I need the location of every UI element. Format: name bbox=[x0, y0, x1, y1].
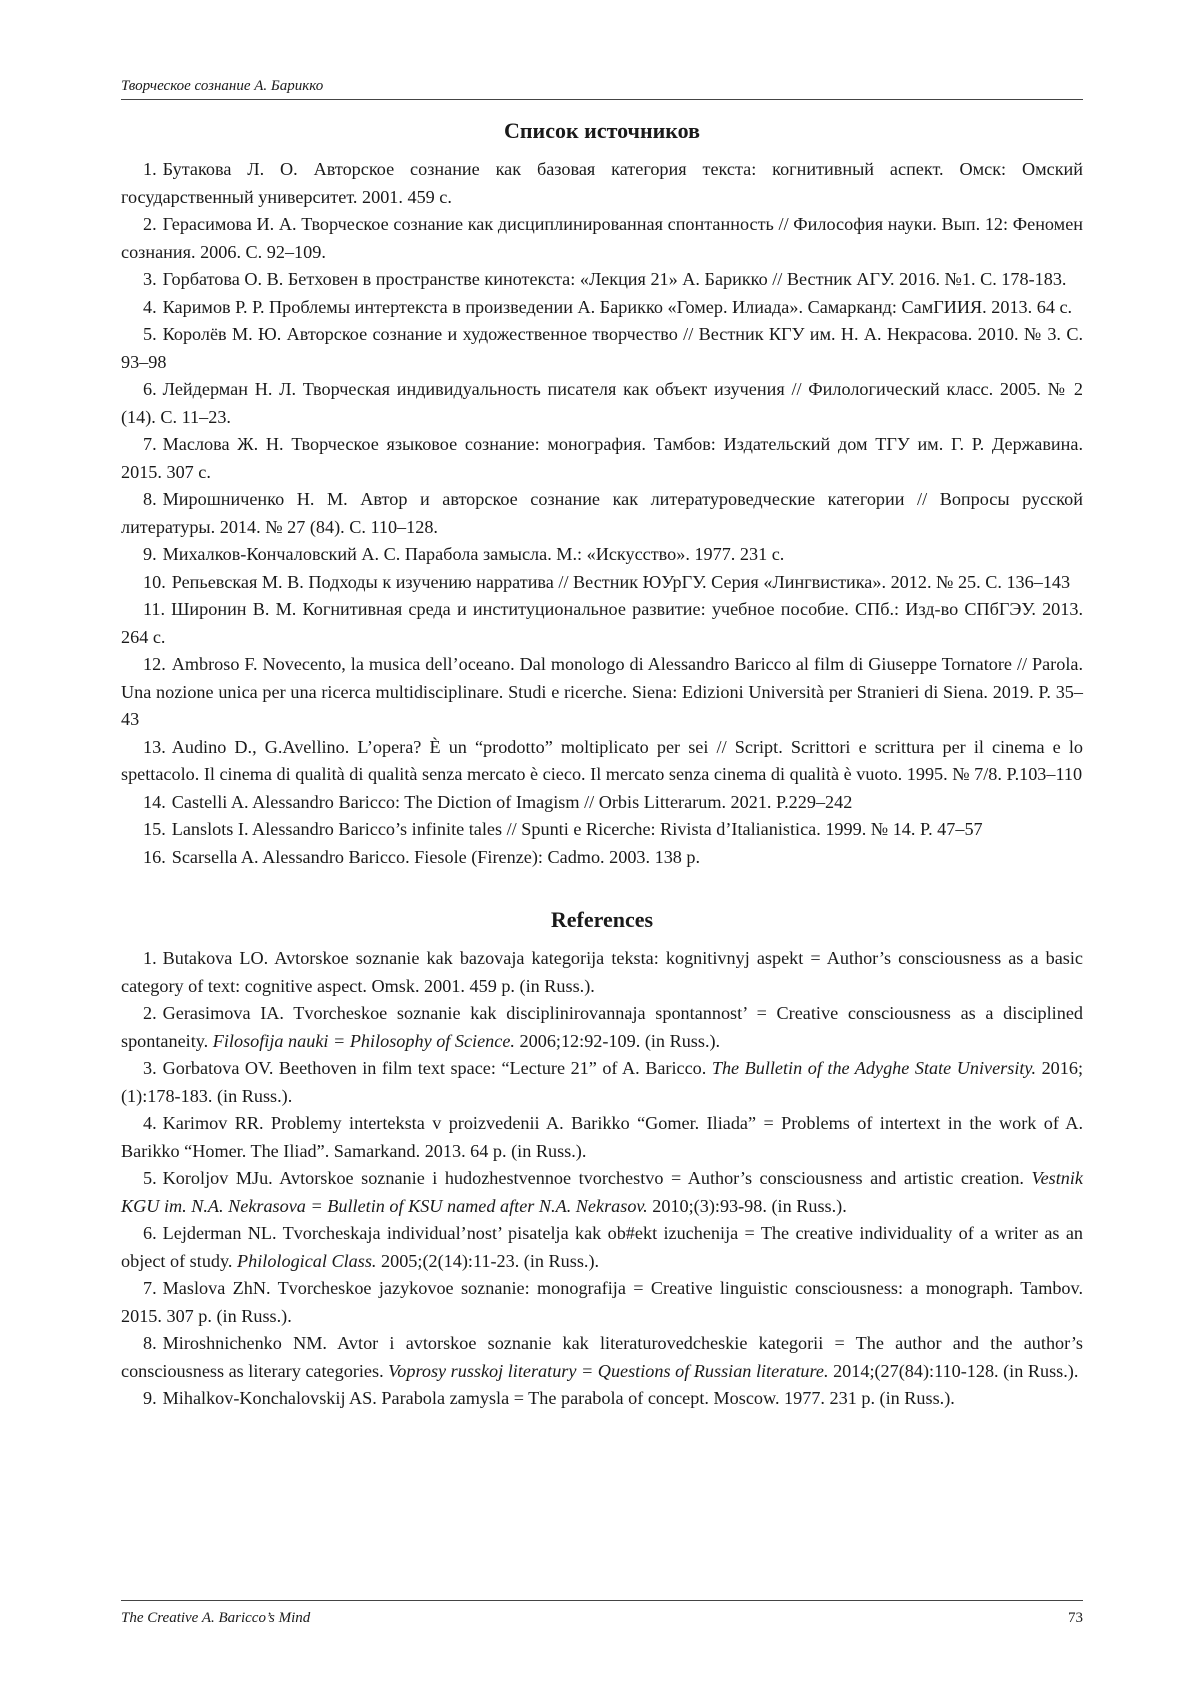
reference-number: 4. bbox=[143, 1113, 157, 1133]
reference-text: Karimov RR. Problemy interteksta v proizvedenii A. Barikko “Gomer. Iliada” = Problems of intertext in the work of A. Barikko “Homer. The Iliad”. Samarkand. 2013. 64 p. (in Russ.). bbox=[121, 1113, 1083, 1161]
reference-number: 14. bbox=[143, 791, 166, 812]
reference-text: Ambroso F. Novecento, la musica dell’oceano. Dal monologo di Alessandro Baricco al film di Giuseppe Tornatore // Parola. Una nozione unica per una ricerca multidisciplinare. Studi e ricerche. Siena: Edizioni Università per Stranieri di Siena. 2019. P. 35–43 bbox=[121, 654, 1083, 729]
reference-item bbox=[121, 1110, 1083, 1165]
reference-number: 7. bbox=[143, 1278, 157, 1298]
footer-title: The Creative A. Baricco’s Mind bbox=[121, 1610, 311, 1626]
reference-text: Lejderman NL. Tvorcheskaja individual’nost’ pisatelja kak ob#ekt izuchenija = The creative individuality of a writer as an object of study. bbox=[121, 1223, 1083, 1271]
reference-text: Михалков-Кончаловский А. С. Парабола замысла. М.: «Искусство». 1977. 231 с. bbox=[162, 544, 785, 564]
running-head: Творческое сознание А. Барикко bbox=[121, 78, 1083, 100]
journal-title: Filosofija nauki = Philosophy of Science. bbox=[212, 1030, 515, 1051]
ru-source-item bbox=[121, 431, 1083, 486]
reference-text: Lanslots I. Alessandro Baricco’s infinite tales // Spunti e Ricerche: Rivista d’Italianistica. 1999. № 14. P. 47–57 bbox=[171, 819, 983, 839]
ru-sources-list bbox=[121, 156, 1083, 871]
reference-item bbox=[121, 1385, 1083, 1413]
journal-title: Philological Class. bbox=[237, 1250, 377, 1271]
reference-number: 16. bbox=[143, 846, 166, 867]
reference-number: 2. bbox=[143, 1003, 157, 1023]
reference-text: Маслова Ж. Н. Творческое языковое сознание: монография. Тамбов: Издательский дом ТГУ им. Г. Р. Державина. 2015. 307 с. bbox=[121, 434, 1083, 482]
reference-item bbox=[121, 1165, 1083, 1220]
journal-title: The Bulletin of the Adyghe State University. bbox=[711, 1058, 1037, 1078]
reference-text: Koroljov MJu. Avtorskoe soznanie i hudozhestvennoe tvorchestvo = Author’s consciousness and artistic creation. bbox=[162, 1168, 1032, 1188]
reference-text: Gorbatova OV. Beethoven in film text space: “Lecture 21” of A. Baricco. bbox=[162, 1058, 712, 1078]
journal-title: Vestnik KGU im. N.A. Nekrasova = Bulletin of KSU named after N.A. Nekrasov. bbox=[121, 1168, 1083, 1216]
reference-number: 8. bbox=[143, 1333, 157, 1353]
reference-number: 6. bbox=[143, 1223, 157, 1243]
reference-number: 1. bbox=[143, 159, 157, 179]
reference-text: 2005;(2(14):11-23. (in Russ.). bbox=[376, 1250, 600, 1271]
reference-number: 13. bbox=[143, 736, 166, 757]
reference-text: Mihalkov-Konchalovskij AS. Parabola zamysla = The parabola of concept. Moscow. 1977. 231 p. (in Russ.). bbox=[162, 1388, 955, 1408]
ru-sources-heading: Список источников bbox=[503, 118, 701, 143]
ru-source-item bbox=[121, 541, 1083, 569]
ru-source-item bbox=[121, 211, 1083, 266]
reference-text: 2010;(3):93-98. (in Russ.). bbox=[647, 1195, 847, 1216]
reference-number: 3. bbox=[143, 1058, 157, 1078]
reference-number: 1. bbox=[143, 948, 157, 968]
ru-source-item bbox=[121, 789, 1083, 817]
reference-text: 2016;(1):178-183. (in Russ.). bbox=[121, 1058, 1083, 1106]
reference-number: 6. bbox=[143, 379, 157, 399]
reference-text: 2006;12:92-109. (in Russ.). bbox=[514, 1030, 721, 1051]
ru-source-item bbox=[121, 596, 1083, 651]
reference-number: 9. bbox=[143, 1388, 157, 1408]
reference-text: Бутакова Л. О. Авторское сознание как базовая категория текста: когнитивный аспект. Омск: Омский государственный университет. 2001. 459 с. bbox=[121, 159, 1083, 207]
ru-source-item bbox=[121, 651, 1083, 734]
references-heading: References bbox=[550, 907, 654, 932]
reference-text: Miroshnichenko NM. Avtor i avtorskoe soznanie kak literaturovedcheskie kategorii = The author and the author’s consciousness as literary categories. bbox=[121, 1333, 1083, 1381]
reference-text: Лейдерман Н. Л. Творческая индивидуальность писателя как объект изучения // Филологический класс. 2005. № 2 (14). С. 11–23. bbox=[121, 379, 1083, 427]
reference-number: 12. bbox=[143, 654, 166, 674]
page-footer bbox=[121, 1600, 1083, 1627]
reference-item bbox=[121, 1055, 1083, 1110]
page-number: 73 bbox=[1068, 1610, 1083, 1626]
reference-text: Каримов Р. Р. Проблемы интертекста в произведении А. Барикко «Гомер. Илиада». Самарканд: СамГИИЯ. 2013. 64 с. bbox=[162, 296, 1073, 317]
reference-item bbox=[121, 1000, 1083, 1055]
ru-source-item bbox=[121, 376, 1083, 431]
reference-number: 4. bbox=[143, 296, 157, 317]
reference-number: 2. bbox=[143, 214, 157, 234]
reference-text: Мирошниченко Н. М. Автор и авторское сознание как литературоведческие категории // Вопросы русской литературы. 2014. № 27 (84). С. 110–128. bbox=[121, 489, 1083, 537]
reference-number: 3. bbox=[143, 269, 157, 289]
ru-source-item bbox=[121, 844, 1083, 872]
ru-source-item bbox=[121, 734, 1083, 789]
reference-item bbox=[121, 1220, 1083, 1275]
reference-text: Scarsella A. Alessandro Baricco. Fiesole (Firenze): Cadmo. 2003. 138 p. bbox=[171, 846, 701, 867]
reference-text: Butakova LO. Avtorskoe soznanie kak bazovaja kategorija teksta: kognitivnyj aspekt = Author’s consciousness as a basic category of text: cognitive aspect. Omsk. 2001. 459 p. (in Russ.). bbox=[121, 948, 1083, 996]
reference-number: 7. bbox=[143, 434, 157, 454]
reference-text: Королёв М. Ю. Авторское сознание и художественное творчество // Вестник КГУ им. Н. А. Некрасова. 2010. № 3. С. 93–98 bbox=[121, 324, 1083, 372]
reference-text: Maslova ZhN. Tvorcheskoe jazykovoe soznanie: monografija = Creative linguistic consciousness: a monograph. Tambov. 2015. 307 p. (in Russ.). bbox=[121, 1278, 1083, 1326]
reference-number: 8. bbox=[143, 489, 157, 509]
ru-source-item bbox=[121, 816, 1083, 844]
reference-number: 15. bbox=[143, 819, 166, 839]
page-body bbox=[121, 78, 1083, 1413]
reference-text: Репьевская М. В. Подходы к изучению нарратива // Вестник ЮУрГУ. Серия «Лингвистика». 2012. № 25. С. 136–143 bbox=[171, 571, 1071, 592]
ru-source-item bbox=[121, 569, 1083, 597]
ru-source-item bbox=[121, 156, 1083, 211]
ru-source-item bbox=[121, 321, 1083, 376]
ru-source-item bbox=[121, 294, 1083, 322]
ru-source-item bbox=[121, 486, 1083, 541]
reference-item bbox=[121, 1330, 1083, 1385]
reference-text: Gerasimova IA. Tvorcheskoe soznanie kak disciplinirovannaja spontannost’ = Creative consciousness as a disciplined spontaneity. bbox=[121, 1003, 1083, 1051]
reference-text: 2014;(27(84):110-128. (in Russ.). bbox=[828, 1360, 1079, 1381]
reference-item bbox=[121, 1275, 1083, 1330]
reference-text: Широнин В. М. Когнитивная среда и институциональное развитие: учебное пособие. СПб.: Изд-во СПбГЭУ. 2013. 264 с. bbox=[121, 599, 1083, 647]
reference-text: Audino D., G.Avellino. L’opera? È un “prodotto” moltiplicato per sei // Script. Scrittori e scrittura per il cinema e lo spettacolo. Il cinema di qualità di qualità senza mercato è cieco. Il mercato senza cinema di qualità è vuoto. 1995. № 7/8. P.103–110 bbox=[121, 736, 1083, 784]
references-list bbox=[121, 945, 1083, 1413]
reference-number: 5. bbox=[143, 1168, 157, 1188]
journal-title: Voprosy russkoj literatury = Questions of Russian literature. bbox=[388, 1360, 829, 1381]
reference-number: 11. bbox=[143, 599, 166, 619]
reference-number: 5. bbox=[143, 324, 157, 344]
reference-number: 10. bbox=[143, 571, 166, 592]
reference-text: Горбатова О. В. Бетховен в пространстве кинотекста: «Лекция 21» А. Барикко // Вестник АГУ. 2016. №1. С. 178-183. bbox=[162, 269, 1067, 289]
reference-text: Castelli A. Alessandro Baricco: The Diction of Imagism // Orbis Litterarum. 2021. P.229–242 bbox=[171, 791, 853, 812]
reference-number: 9. bbox=[143, 544, 157, 564]
reference-text: Герасимова И. А. Творческое сознание как дисциплинированная спонтанность // Философия науки. Вып. 12: Феномен сознания. 2006. С. 92–109. bbox=[121, 214, 1083, 262]
reference-item bbox=[121, 945, 1083, 1000]
ru-source-item bbox=[121, 266, 1083, 294]
